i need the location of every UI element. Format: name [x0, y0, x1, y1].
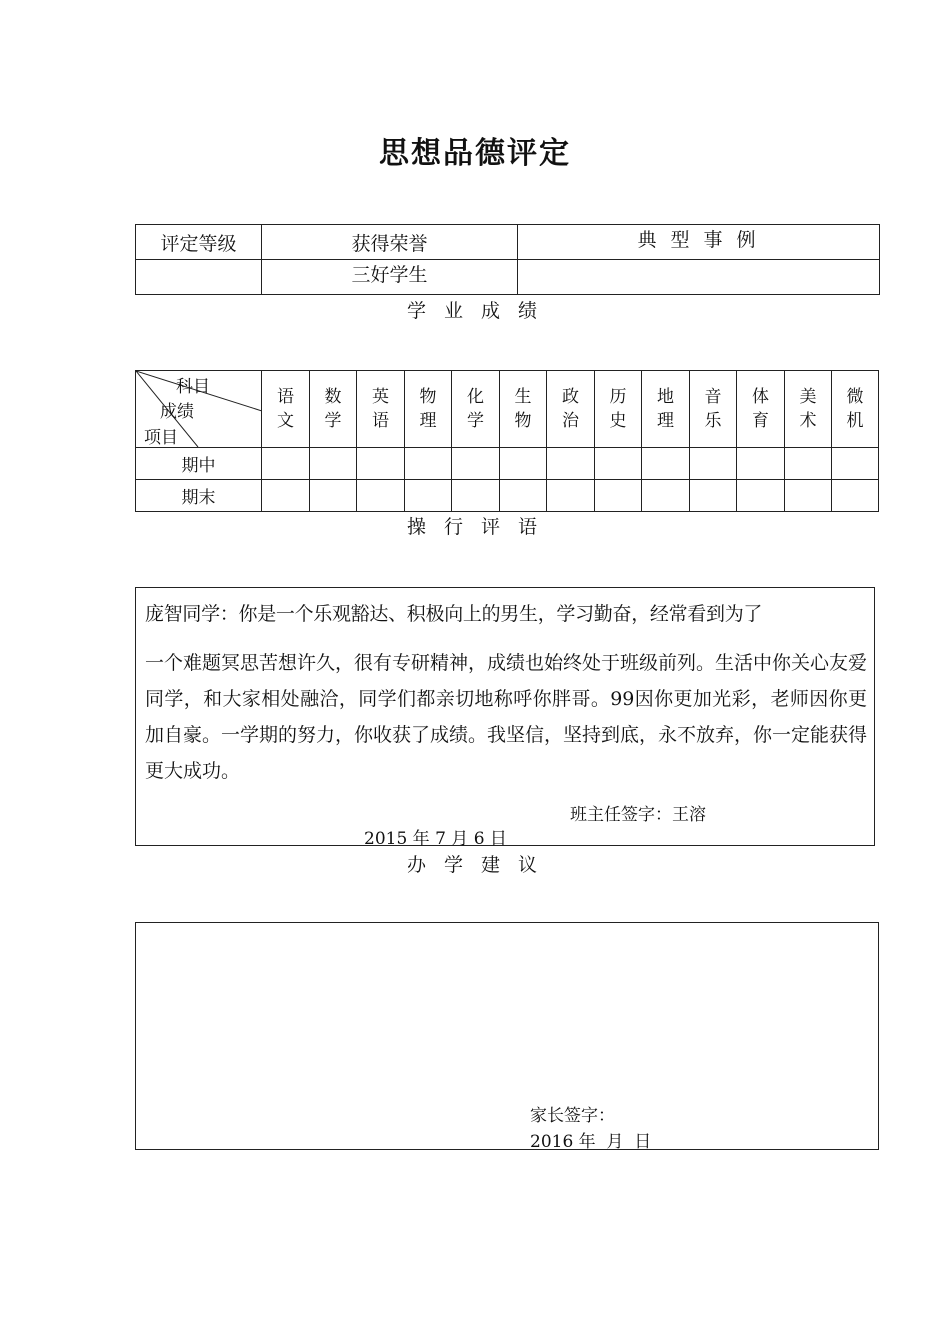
- page-title: 思想品德评定: [379, 136, 571, 171]
- grade-cell: [832, 480, 879, 512]
- subject-chinese: 语 文: [262, 371, 310, 448]
- section-suggestion-title: 办 学 建 议: [406, 854, 544, 876]
- subject-art: 美 术: [785, 371, 832, 448]
- grade-cell: [785, 448, 832, 480]
- subject-music: 音 乐: [690, 371, 737, 448]
- diagonal-header-cell: [136, 371, 262, 448]
- grade-cell: [357, 448, 405, 480]
- subject-biology: 生 物: [500, 371, 547, 448]
- subject-physics: 物 理: [405, 371, 452, 448]
- honors-table: [135, 224, 880, 295]
- teacher-signature: 班主任签字：王溶: [570, 805, 706, 825]
- grade-cell: [547, 480, 595, 512]
- corner-item-label: 项目: [144, 428, 178, 448]
- corner-subject-label: 科目: [176, 377, 210, 397]
- parent-signature: 家长签字：: [530, 1106, 615, 1126]
- honors-row: [136, 260, 880, 295]
- grade-cell: [690, 480, 737, 512]
- row-label-final: 期末: [136, 480, 262, 512]
- grades-table: [135, 370, 879, 512]
- grades-header-row: [136, 371, 879, 448]
- grade-cell: [595, 480, 642, 512]
- grades-row-final: [136, 480, 879, 512]
- grade-cell: [310, 448, 357, 480]
- grade-cell: [642, 448, 690, 480]
- subject-politics: 政 治: [547, 371, 595, 448]
- grade-cell: [737, 448, 785, 480]
- subject-computer: 微 机: [832, 371, 879, 448]
- grade-cell: [310, 480, 357, 512]
- subject-geography: 地 理: [642, 371, 690, 448]
- subject-chemistry: 化 学: [452, 371, 500, 448]
- honors-header-row: [136, 225, 880, 260]
- grade-cell: [405, 480, 452, 512]
- row-label-midterm: 期中: [136, 448, 262, 480]
- grade-cell: [832, 448, 879, 480]
- grade-cell: [262, 480, 310, 512]
- examples-value: [518, 260, 880, 295]
- header-honors: 获得荣誉: [262, 225, 518, 260]
- grade-cell: [357, 480, 405, 512]
- grade-level-value: [136, 260, 262, 295]
- grade-cell: [500, 480, 547, 512]
- grade-cell: [452, 480, 500, 512]
- subject-math: 数 学: [310, 371, 357, 448]
- section-conduct-title: 操 行 评 语: [406, 516, 544, 538]
- grade-cell: [262, 448, 310, 480]
- comment-text: 一个难题冥思苦想许久，很有专研精神，成绩也始终处于班级前列。生活中你关心友爱同学，和大家相处融洽，同学们都亲切地称呼你胖哥。99因你更加光彩，老师因你更加自豪。一学期的努力，你收获了成绩。我坚信，坚持到底，永不放弃，你一定能获得更大成功。: [145, 652, 868, 782]
- comment-body: [145, 596, 867, 789]
- corner-score-label: 成绩: [160, 402, 194, 422]
- grade-cell: [785, 480, 832, 512]
- comment-first-line: 庞智同学：你是一个乐观豁达、积极向上的男生，学习勤奋，经常看到为了: [145, 603, 763, 625]
- honors-value: 三好学生: [262, 260, 518, 295]
- grade-cell: [737, 480, 785, 512]
- suggestion-box: [135, 922, 879, 1150]
- subject-pe: 体 育: [737, 371, 785, 448]
- grade-cell: [405, 448, 452, 480]
- grade-cell: [642, 480, 690, 512]
- section-academic-title: 学 业 成 绩: [406, 300, 544, 322]
- grade-cell: [690, 448, 737, 480]
- grade-cell: [452, 448, 500, 480]
- subject-history: 历 史: [595, 371, 642, 448]
- conduct-comment-box: [135, 587, 875, 849]
- grade-cell: [500, 448, 547, 480]
- header-typical-examples: 典 型 事 例: [518, 225, 880, 260]
- grade-cell: [595, 448, 642, 480]
- grades-row-midterm: [136, 448, 879, 480]
- subject-english: 英 语: [357, 371, 405, 448]
- suggestion-date: 2016 年 月 日: [530, 1132, 652, 1152]
- grade-cell: [547, 448, 595, 480]
- header-grade-level: 评定等级: [136, 225, 262, 260]
- comment-date: 2015 年 7 月 6 日: [364, 829, 507, 849]
